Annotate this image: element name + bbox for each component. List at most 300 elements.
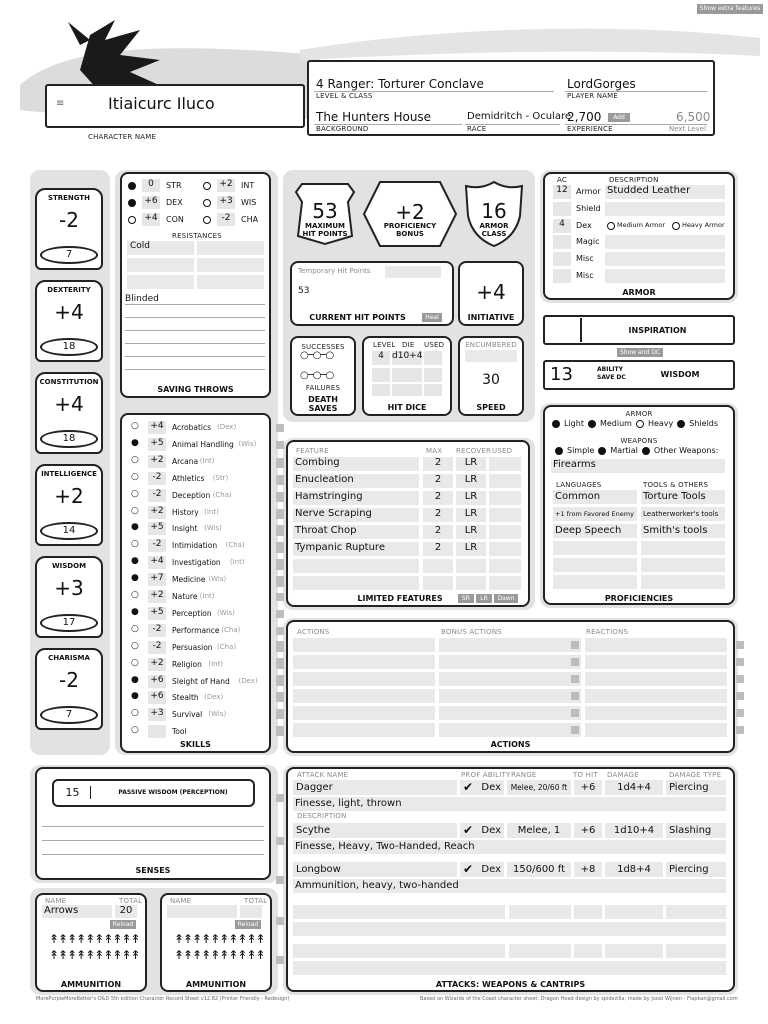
language-field-1[interactable]: +1 from Favored Enemy	[553, 507, 637, 521]
damage-type-col-label: DAMAGE TYPE	[669, 771, 722, 779]
perception-roll-button[interactable]	[276, 610, 284, 618]
attack-name-col-label: ATTACK NAME	[297, 771, 349, 779]
nature-prof-toggle-icon[interactable]: ○	[131, 590, 139, 600]
damage-col-label: DAMAGE	[607, 771, 639, 779]
attack-range-1[interactable]: Melee, 1	[507, 823, 571, 838]
bonus-actions-col-label: BONUS ACTIONS	[441, 628, 502, 636]
attack-empty-desc-0[interactable]	[293, 922, 726, 936]
armor-row-desc-0[interactable]: Studded Leather	[605, 185, 725, 199]
show-dc-button[interactable]: Show and DC	[617, 348, 663, 357]
feature-name-1[interactable]: Enucleation	[293, 474, 419, 488]
ammo-name-0[interactable]: Arrows	[42, 905, 112, 918]
feature-max-3[interactable]: 2	[423, 508, 453, 522]
feature-recover-2[interactable]: LR	[456, 491, 486, 505]
bonus-action-button-5[interactable]	[571, 726, 579, 734]
history-prof-toggle-icon[interactable]: ○	[131, 505, 139, 516]
max-hp-value[interactable]: 53	[312, 199, 338, 223]
successes-label: SUCCESSES	[301, 343, 345, 351]
athletics-value: -2	[148, 472, 166, 485]
ammo-total-1[interactable]	[240, 905, 262, 918]
feature-max-0[interactable]: 2	[423, 457, 453, 471]
ammo-arrows-icon-1-0[interactable]: ↟↟↟↟↟↟↟↟↟↟	[174, 932, 265, 946]
deception-value: -2	[148, 489, 166, 502]
hd-die-value[interactable]: d10+4	[392, 351, 422, 365]
arcana-name: Arcana	[172, 456, 199, 466]
constitution-score[interactable]: 18	[62, 433, 76, 444]
tool-field-0[interactable]: Torture Tools	[641, 490, 725, 504]
feature-recover-6[interactable]	[456, 559, 486, 573]
character-name-label: CHARACTER NAME	[88, 133, 157, 141]
speed-value[interactable]: 30	[482, 372, 500, 388]
action-cell-4-2[interactable]	[585, 706, 727, 720]
action-cell-5-1[interactable]	[439, 723, 581, 737]
feature-name-5[interactable]: Tympanic Rupture	[293, 542, 419, 556]
performance-name: Performance	[172, 625, 220, 635]
bonus-action-button-4[interactable]	[571, 709, 579, 717]
wis-save-prof-dot[interactable]	[203, 199, 211, 207]
wisdom-score[interactable]: 17	[62, 617, 76, 628]
feature-recover-7[interactable]	[456, 576, 486, 590]
hd-row-2-level[interactable]	[372, 368, 390, 382]
character-name: Itiaicurc Iluco	[108, 94, 215, 113]
other-weapons-weapon-prof-dot[interactable]	[642, 447, 650, 455]
prof-ability-col-label: PROF ABILITY	[461, 771, 511, 779]
dex-save-value: +6	[142, 196, 160, 209]
intelligence-label: INTELLIGENCE	[41, 470, 97, 478]
sleight-of-hand-value: +6	[148, 675, 166, 688]
attack-empty-1-3[interactable]	[605, 944, 663, 958]
feature-recover-3[interactable]: LR	[456, 508, 486, 522]
charisma-label: CHARISMA	[48, 654, 90, 662]
attack-type-2[interactable]: Piercing	[666, 862, 726, 877]
language-field-2[interactable]: Deep Speech	[553, 524, 637, 538]
level-class-label: LEVEL & CLASS	[316, 92, 373, 100]
shields-armor-prof-dot[interactable]	[677, 420, 685, 428]
other-weapons-weapon-prof-label: Other Weapons:	[653, 446, 719, 455]
bonus-action-button-0[interactable]	[571, 641, 579, 649]
athletics-prof-toggle-icon[interactable]: ○	[131, 471, 139, 482]
attack-empty-roll-button-1[interactable]	[276, 956, 284, 964]
feature-name-7[interactable]	[293, 576, 419, 590]
ammo-reload-button-1[interactable]: Reload	[235, 920, 261, 929]
ammo-arrows-icon-1-1[interactable]: ↟↟↟↟↟↟↟↟↟↟	[174, 948, 265, 962]
recover-col-label: RECOVER	[456, 447, 492, 455]
con-save-prof-dot[interactable]	[128, 216, 136, 224]
ammo-arrows-icon-0-1[interactable]: ↟↟↟↟↟↟↟↟↟↟	[49, 948, 140, 962]
failures-label: FAILURES	[305, 384, 341, 392]
action-cell-5-0[interactable]	[293, 723, 435, 737]
armor-row-desc-3[interactable]	[605, 235, 725, 249]
simpleweapon-prof-label: Simple	[567, 446, 595, 455]
reactions-col-label: REACTIONS	[586, 628, 629, 636]
feature-max-1[interactable]: 2	[423, 474, 453, 488]
intelligence-score[interactable]: 14	[62, 525, 76, 536]
attack-ability-1[interactable]: Dex	[460, 823, 504, 838]
wis-save-value: +3	[217, 196, 235, 209]
animal-handling-roll-button[interactable]	[276, 441, 284, 449]
medium-armor-prof-dot[interactable]	[588, 420, 596, 428]
reaction-button-0[interactable]	[736, 641, 744, 649]
hd-row-3-die[interactable]	[392, 384, 422, 396]
add-xp-button[interactable]: Add	[608, 113, 630, 122]
heavy-armor-prof-dot[interactable]	[636, 420, 644, 428]
resistance-field-1[interactable]: Cold	[127, 241, 194, 255]
intimidation-attr: (Cha)	[225, 541, 245, 550]
survival-name: Survival	[172, 710, 203, 720]
dexterity-label: DEXTERITY	[47, 286, 91, 294]
martialweapon-prof-dot[interactable]	[598, 447, 606, 455]
feature-use-button-6[interactable]	[276, 562, 284, 570]
feature-used-5[interactable]	[489, 542, 521, 556]
bonus-action-button-1[interactable]	[571, 658, 579, 666]
hd-row-3-used[interactable]	[424, 384, 442, 396]
level-class-value[interactable]: 4 Ranger: Torturer Conclave	[316, 77, 484, 91]
encumbered-field[interactable]	[465, 350, 517, 362]
long-rest-button[interactable]: LR	[476, 594, 492, 603]
show-extra-features-button[interactable]: Show extra features	[697, 4, 763, 14]
resistance-field-5[interactable]	[127, 275, 194, 289]
acrobatics-roll-button[interactable]	[276, 424, 284, 432]
insight-prof-toggle-icon[interactable]: ●	[131, 522, 139, 533]
ammo-total-0[interactable]: 20	[115, 905, 137, 918]
perception-prof-toggle-icon[interactable]: ●	[131, 606, 139, 617]
feature-used-4[interactable]	[489, 525, 521, 539]
ammo-arrows-icon-0-0[interactable]: ↟↟↟↟↟↟↟↟↟↟	[49, 932, 140, 946]
feature-max-5[interactable]: 2	[423, 542, 453, 556]
condition-text[interactable]: Blinded	[125, 294, 159, 304]
nature-value: +2	[148, 590, 166, 603]
temp-hp-label: Temporary Hit Points	[298, 267, 371, 275]
language-field-0[interactable]: Common	[553, 490, 637, 504]
hd-used-value[interactable]	[424, 351, 442, 365]
language-field-3[interactable]	[553, 541, 637, 555]
cha-save-prof-dot[interactable]	[203, 216, 211, 224]
attack-ability-0[interactable]: Dex	[460, 780, 504, 795]
attack-empty-roll-button-0[interactable]	[276, 917, 284, 925]
dexterity-score[interactable]: 18	[62, 341, 76, 352]
armor-class-value: 16	[481, 199, 507, 223]
attack-name-1[interactable]: Scythe	[293, 823, 457, 838]
feature-use-button-4[interactable]	[276, 528, 284, 536]
action-button-5[interactable]	[276, 726, 284, 734]
action-button-0[interactable]	[276, 641, 284, 649]
investigation-attr: (Int)	[229, 558, 245, 567]
resistance-field-4[interactable]	[197, 258, 264, 272]
feature-name-3[interactable]: Nerve Scraping	[293, 508, 419, 522]
action-cell-1-1[interactable]	[439, 655, 581, 669]
armor-title: ARMOR	[622, 288, 656, 297]
acrobatics-name: Acrobatics	[172, 423, 212, 432]
bonus-action-button-2[interactable]	[571, 675, 579, 683]
resistance-field-3[interactable]	[127, 258, 194, 272]
player-name-value[interactable]: LordGorges	[567, 77, 636, 91]
feature-max-6[interactable]	[423, 559, 453, 573]
feature-max-2[interactable]: 2	[423, 491, 453, 505]
intimidation-name: Intimidation	[172, 541, 218, 551]
heal-button[interactable]: Heal	[422, 313, 442, 322]
other-weapons-field[interactable]: Firearms	[551, 459, 725, 473]
action-cell-1-0[interactable]	[293, 655, 435, 669]
feature-use-button-0[interactable]	[276, 460, 284, 468]
perception-attr: (Wis)	[217, 608, 235, 617]
feature-used-1[interactable]	[489, 474, 521, 488]
action-button-4[interactable]	[276, 709, 284, 717]
hd-row-2-used[interactable]	[424, 368, 442, 382]
armor-row-ac-4[interactable]	[553, 252, 571, 266]
attack-range-2[interactable]: 150/600 ft	[507, 862, 571, 877]
max-col-label: MAX	[426, 447, 443, 455]
action-cell-0-1[interactable]	[439, 638, 581, 652]
ammo-reload-button-0[interactable]: Reload	[110, 920, 136, 929]
action-cell-1-2[interactable]	[585, 655, 727, 669]
attack-hit-0[interactable]: +6	[574, 780, 602, 795]
reaction-button-5[interactable]	[736, 726, 744, 734]
heavy-armor-radio[interactable]	[672, 222, 680, 230]
attack-damage-0[interactable]: 1d4+4	[605, 780, 663, 795]
str-save-prof-dot[interactable]	[128, 182, 136, 190]
tool-field-1[interactable]: Leatherworker's tools	[641, 507, 725, 521]
performance-roll-button[interactable]	[276, 627, 284, 635]
attack-prof-check-icon-0[interactable]: ✔	[463, 780, 474, 794]
attack-empty-1-4[interactable]	[666, 944, 726, 958]
nature-roll-button[interactable]	[276, 593, 284, 601]
attack-empty-1-2[interactable]	[574, 944, 602, 958]
survival-attr: (Wis)	[208, 710, 227, 719]
attack-empty-0-2[interactable]	[574, 905, 602, 919]
language-field-4[interactable]	[553, 558, 637, 572]
attack-range-0[interactable]: Melee, 20/60 ft	[507, 780, 571, 795]
race-value[interactable]: Demidritch - Oculare	[467, 111, 571, 122]
deception-prof-toggle-icon[interactable]: ○	[131, 488, 139, 499]
prof-bonus-label: PROFICIENCY BONUS	[383, 222, 437, 238]
cha-save-label: CHA	[241, 215, 259, 224]
religion-prof-toggle-icon[interactable]: ○	[131, 657, 139, 668]
attack-desc-2[interactable]: Ammunition, heavy, two-handed	[293, 879, 726, 893]
short-rest-button[interactable]: SR	[458, 594, 474, 603]
languages-label: LANGUAGES	[556, 481, 602, 489]
attack-name-0[interactable]: Dagger	[293, 780, 457, 795]
int-save-prof-dot[interactable]	[203, 182, 211, 190]
animal-handling-name: Animal Handling	[172, 439, 234, 449]
attack-prof-check-icon-2[interactable]: ✔	[463, 862, 474, 876]
limited-features-title: LIMITED FEATURES	[357, 594, 443, 603]
investigation-prof-toggle-icon[interactable]: ●	[131, 556, 139, 567]
arcana-prof-toggle-icon[interactable]: ○	[131, 454, 139, 465]
sleight-of-hand-prof-toggle-icon[interactable]: ●	[131, 674, 139, 685]
hd-level-value[interactable]: 4	[372, 351, 390, 365]
medicine-attr: (Wis)	[208, 575, 227, 584]
background-value[interactable]: The Hunters House	[316, 110, 432, 124]
intimidation-prof-toggle-icon[interactable]: ○	[131, 539, 139, 550]
spell-dc-ability[interactable]: WISDOM	[660, 370, 700, 379]
feature-name-0[interactable]: Combing	[293, 457, 419, 471]
acrobatics-prof-toggle-icon[interactable]: ○	[131, 421, 139, 431]
charisma-score[interactable]: 7	[65, 709, 73, 720]
attack-hit-1[interactable]: +6	[574, 823, 602, 838]
feature-used-6[interactable]	[489, 559, 521, 573]
attack-prof-check-icon-1[interactable]: ✔	[463, 823, 474, 837]
action-cell-2-1[interactable]	[439, 672, 581, 686]
attack-ability-2[interactable]: Dex	[460, 862, 504, 877]
action-cell-3-2[interactable]	[585, 689, 727, 703]
feature-recover-0[interactable]: LR	[456, 457, 486, 471]
feature-recover-5[interactable]: LR	[456, 542, 486, 556]
survival-prof-toggle-icon[interactable]: ○	[131, 708, 139, 719]
action-cell-5-2[interactable]	[585, 723, 727, 737]
arcana-value: +2	[148, 455, 166, 468]
attack-empty-1-1[interactable]	[509, 944, 571, 958]
resistance-field-6[interactable]	[197, 275, 264, 289]
attack-empty-1-0[interactable]	[293, 944, 505, 958]
intelligence-modifier: +2	[54, 484, 84, 508]
stealth-prof-toggle-icon[interactable]: ●	[131, 691, 139, 702]
action-button-2[interactable]	[276, 675, 284, 683]
attack-empty-0-3[interactable]	[605, 905, 663, 919]
attack-damage-2[interactable]: 1d8+4	[605, 862, 663, 877]
attack-type-1[interactable]: Slashing	[666, 823, 726, 838]
action-cell-3-0[interactable]	[293, 689, 435, 703]
attack-hit-2[interactable]: +8	[574, 862, 602, 877]
feature-max-4[interactable]: 2	[423, 525, 453, 539]
action-button-1[interactable]	[276, 658, 284, 666]
action-button-3[interactable]	[276, 692, 284, 700]
feature-use-button-3[interactable]	[276, 511, 284, 519]
attack-empty-0-4[interactable]	[666, 905, 726, 919]
success-checkboxes[interactable]: ○─○─○	[300, 350, 334, 361]
attack-empty-0-0[interactable]	[293, 905, 505, 919]
failure-checkboxes[interactable]: ○─○─○	[300, 370, 334, 381]
attack-desc-1[interactable]: Finesse, Heavy, Two-Handed, Reach	[293, 840, 726, 854]
dex-save-prof-dot[interactable]	[128, 199, 136, 207]
current-hp-value[interactable]: 53	[298, 286, 310, 296]
armor-row-name-1: Shield	[576, 203, 601, 213]
prof-weapons-label: WEAPONS	[620, 437, 658, 445]
hd-level-label: LEVEL	[373, 341, 396, 349]
initiative-value[interactable]: +4	[476, 280, 506, 304]
armor-row-name-5: Misc	[576, 271, 594, 280]
language-field-5[interactable]	[553, 575, 637, 589]
armor-row-ac-2[interactable]: 4	[553, 219, 571, 233]
medicine-prof-toggle-icon[interactable]: ●	[131, 573, 139, 584]
initiative-label: INITIATIVE	[467, 313, 515, 322]
history-attr: (Int)	[204, 507, 219, 516]
feature-used-3[interactable]	[489, 508, 521, 522]
used-col-label: USED	[492, 447, 513, 455]
armor-row-name-0: Armor	[576, 187, 601, 196]
feature-name-4[interactable]: Throat Chop	[293, 525, 419, 539]
attack-empty-0-1[interactable]	[509, 905, 571, 919]
reaction-button-3[interactable]	[736, 692, 744, 700]
feature-used-0[interactable]	[489, 457, 521, 471]
reaction-button-2[interactable]	[736, 675, 744, 683]
tool-field-4[interactable]	[641, 558, 725, 572]
attack-desc-0[interactable]: Finesse, light, thrown	[293, 797, 726, 811]
bonus-action-button-3[interactable]	[571, 692, 579, 700]
inspiration-checkbox[interactable]	[550, 318, 582, 342]
attack-damage-1[interactable]: 1d10+4	[605, 823, 663, 838]
temp-hp-field[interactable]	[385, 266, 441, 278]
feature-max-7[interactable]	[423, 576, 453, 590]
animal-handling-prof-toggle-icon[interactable]: ●	[131, 437, 139, 448]
attack-type-0[interactable]: Piercing	[666, 780, 726, 795]
tool-prof-toggle-icon[interactable]: ○	[131, 725, 139, 736]
feature-name-6[interactable]	[293, 559, 419, 573]
action-cell-4-0[interactable]	[293, 706, 435, 720]
armor-row-ac-1[interactable]	[553, 202, 571, 216]
armor-row-desc-1[interactable]	[605, 202, 725, 216]
performance-prof-toggle-icon[interactable]: ○	[131, 623, 139, 634]
tool-field-3[interactable]	[641, 541, 725, 555]
action-cell-0-2[interactable]	[585, 638, 727, 652]
ammo-name-1[interactable]	[167, 905, 237, 918]
armor-row-desc-4[interactable]	[605, 252, 725, 266]
saving-throws-title: SAVING THROWS	[157, 385, 234, 394]
feature-used-2[interactable]	[489, 491, 521, 505]
animal-handling-value: +5	[148, 438, 166, 451]
action-cell-2-0[interactable]	[293, 672, 435, 686]
strength-score[interactable]: 7	[65, 249, 73, 260]
passive-perception-value[interactable]: 15	[55, 786, 91, 799]
senses-title: SENSES	[135, 866, 171, 875]
feature-use-button-1[interactable]	[276, 477, 284, 485]
feature-use-button-5[interactable]	[276, 545, 284, 553]
feature-recover-4[interactable]: LR	[456, 525, 486, 539]
attack-roll-button-0[interactable]	[276, 794, 284, 802]
medicine-name: Medicine	[172, 575, 206, 585]
action-cell-2-2[interactable]	[585, 672, 727, 686]
hd-row-2-die[interactable]	[392, 368, 422, 382]
insight-attr: (Wis)	[204, 524, 222, 533]
tool-field-2[interactable]: Smith's tools	[641, 524, 725, 538]
constitution-label: CONSTITUTION	[39, 378, 99, 386]
spell-dc-value[interactable]: 13	[550, 364, 573, 385]
armor-row-desc-5[interactable]	[605, 269, 725, 283]
experience-value[interactable]: 2,700	[567, 110, 602, 124]
resistance-field-2[interactable]	[197, 241, 264, 255]
action-cell-4-1[interactable]	[439, 706, 581, 720]
feature-use-button-2[interactable]	[276, 494, 284, 502]
tool-field-5[interactable]	[641, 575, 725, 589]
attack-roll-button-2[interactable]	[276, 876, 284, 884]
persuasion-prof-toggle-icon[interactable]: ○	[131, 640, 139, 651]
skills-title: SKILLS	[180, 740, 211, 749]
armor-row-ac-3[interactable]	[553, 235, 571, 249]
hd-row-3-level[interactable]	[372, 384, 390, 396]
simpleweapon-prof-dot[interactable]	[555, 447, 563, 455]
hd-die-label: DIE	[402, 341, 415, 349]
reaction-button-4[interactable]	[736, 709, 744, 717]
action-cell-3-1[interactable]	[439, 689, 581, 703]
feature-use-button-7[interactable]	[276, 579, 284, 587]
attacks-title: ATTACKS: WEAPONS & CANTRIPS	[435, 980, 586, 989]
feature-used-7[interactable]	[489, 576, 521, 590]
menu-lines-icon: ≡	[56, 98, 65, 109]
max-hp-label: MAXIMUM HIT POINTS	[302, 222, 348, 238]
attack-empty-desc-1[interactable]	[293, 961, 726, 975]
action-cell-0-0[interactable]	[293, 638, 435, 652]
attack-name-2[interactable]: Longbow	[293, 862, 457, 877]
feature-recover-1[interactable]: LR	[456, 474, 486, 488]
attack-roll-button-1[interactable]	[276, 837, 284, 845]
armor-row-name-2: Dex	[576, 220, 592, 230]
dawn-button[interactable]: Dawn	[494, 594, 518, 603]
armor-row-ac-0[interactable]: 12	[553, 185, 571, 199]
feature-name-2[interactable]: Hamstringing	[293, 491, 419, 505]
medium-armor-radio[interactable]	[607, 222, 615, 230]
light-armor-prof-dot[interactable]	[552, 420, 560, 428]
reaction-button-1[interactable]	[736, 658, 744, 666]
armor-row-ac-5[interactable]	[553, 269, 571, 283]
